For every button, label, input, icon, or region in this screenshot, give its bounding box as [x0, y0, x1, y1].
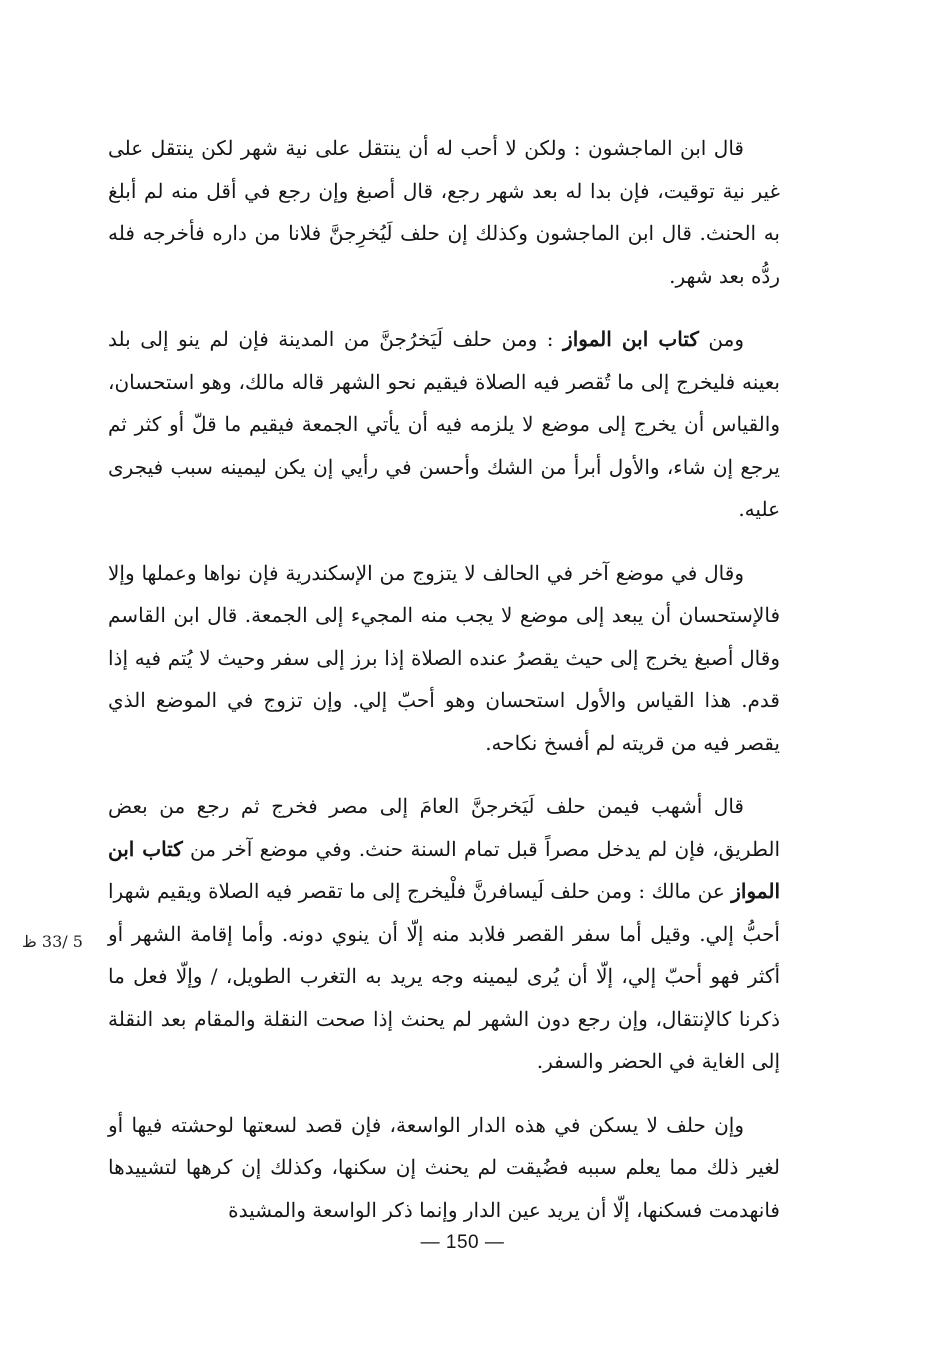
paragraph-2-lead: ومن — [698, 327, 745, 351]
paragraph-1-text: قال ابن الماجشون : ولكن لا أحب له أن ينتقل على نية شهر لكن ينتقل على غير نية توقيت، فإن بدا له بعد شهر رجع، قال أصبغ وإن رجع في أقل منه لم أبلغ به الحنث. قال ابن الماجشون وكذلك إن حلف لَيُخرِجنَّ فلانا من داره فأخرجه فله ردُّه بعد شهر. — [108, 136, 780, 288]
paragraph-2-text: : ومن حلف لَيَخرُجنَّ من المدينة فإن لم ينو إلى بلد بعينه فليخرج إلى ما تُقصر فيه الصلاة فيقيم نحو الشهر قاله مالك، وهو استحسان، والقياس أن يخرج إلى موضع لا يلزمه فيه أن يأتي الجمعة فيقيم ما قلّ أو كثر ثم يرجع إن شاء، والأول أبرأ من الشك وأحسن في رأيي إن يكن ليمينه سبب فيجرى عليه. — [108, 327, 780, 521]
paragraph-2 — [108, 318, 780, 531]
body-text — [108, 127, 780, 1231]
page-number: — 150 — — [420, 1232, 505, 1253]
paragraph-5 — [108, 1104, 780, 1232]
manuscript-folio-note: 5 /33 ظ — [22, 932, 83, 951]
paragraph-5-text: وإن حلف لا يسكن في هذه الدار الواسعة، فإن قصد لسعتها لوحشته فيها أو لغير ذلك مما يعلم سببه فضُيقت لم يحنث إن سكنها، وكذلك إن كرهها لتشييدها فانهدمت فسكنها، إلّا أن يريد عين الدار وإنما ذكر الواسعة والمشيدة — [108, 1112, 780, 1222]
paragraph-4 — [108, 785, 780, 1083]
paragraph-4-text: عن مالك : ومن حلف لَيسافرنَّ فلْيخرج إلى ما تقصر فيه الصلاة ويقيم شهرا أحبُّ إلي. وقيل أما سفر القصر فلابد منه إلّا أن ينوي دونه. وأما إقامة الشهر أو أكثر فهو أحبّ إلي، إلّا أن يُرى ليمينه وجه يريد به التغرب الطويل، / وإلّا فعل ما ذكرنا كالإنتقال، وإن رجع دون الشهر لم يحنث إذا صحت النقلة والمقام بعد النقلة إلى الغاية في الحضر والسفر. — [108, 879, 780, 1073]
paragraph-4-lead: قال أشهب فيمن حلف لَيَخرجنَّ العامَ إلى مصر فخرج ثم رجع من بعض الطريق، فإن لم يدخل مصراً قبل تمام السنة حنث. وفي موضع آخر من — [108, 794, 780, 861]
paragraph-3 — [108, 552, 780, 765]
paragraph-1 — [108, 127, 780, 297]
paragraph-2-book-title: كتاب ابن المواز — [563, 327, 699, 351]
paragraph-4-book-title: كتاب ابن المواز — [108, 836, 780, 903]
paragraph-3-text: وقال في موضع آخر في الحالف لا يتزوج من الإسكندرية فإن نواها وعملها وإلا فالإستحسان أن يبعد إلى موضع لا يجب منه المجيء إلى الجمعة. قال ابن القاسم وقال أصبغ يخرج إلى حيث يقصرُ عنده الصلاة إذا برز إلى سفر وحيث لا يُتم فيه إذا قدم. هذا القياس والأول استحسان وهو أحبّ إلي. وإن تزوج في الموضع الذي يقصر فيه من قريته لم أفسخ نكاحه. — [108, 560, 780, 755]
